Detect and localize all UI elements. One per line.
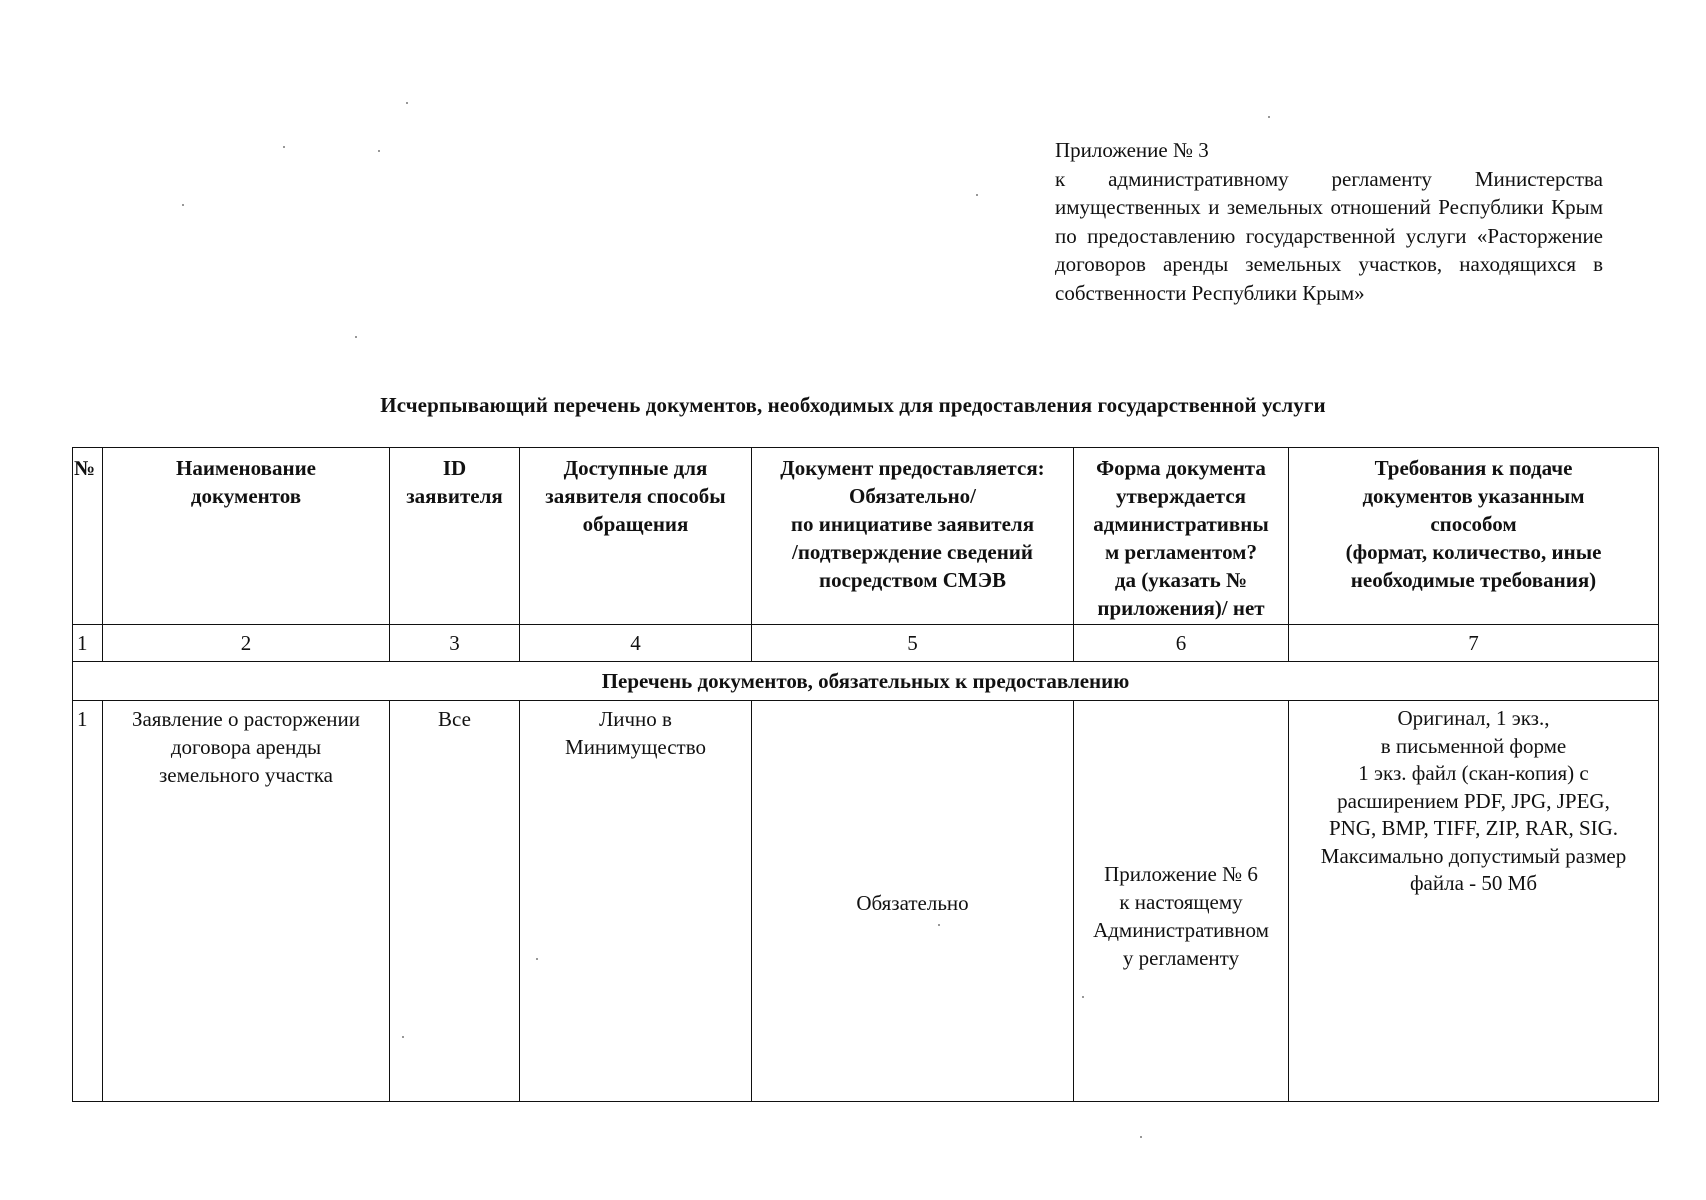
scan-speck [938,924,940,926]
table-row [73,701,1659,1102]
header-id-line: ID [442,456,467,480]
scan-speck [536,958,538,960]
row-requirements-line: 1 экз. файл (скан-копия) с [1358,761,1589,785]
row-provided: Обязательно [752,701,1074,1102]
header-form-line: утверждается [1115,484,1247,508]
column-number: 1 [73,625,103,662]
scan-speck [976,194,978,196]
row-form [1074,701,1289,1102]
column-number: 4 [520,625,752,662]
header-num: № [73,448,103,625]
row-requirements-line: файла - 50 Мб [1409,871,1538,895]
scan-speck [182,204,184,206]
row-form-line: у регламенту [1122,946,1240,970]
column-number: 2 [103,625,390,662]
appendix-text: к административному регламенту Министерства имущественных и земельных отношений Республики Крым по предоставлению государственной услуги «Расторжение договоров аренды земельных участков, находящихся в собственности Республики Крым» [1055,166,1603,305]
header-requirements-line: документов указанным [1362,484,1585,508]
header-form-line: административны [1093,512,1269,536]
header-provided-line: Обязательно/ [848,484,977,508]
header-requirements [1289,448,1659,625]
documents-table [72,447,1659,1102]
row-requirements-line: Оригинал, 1 экз., [1397,706,1550,730]
scan-speck [1082,996,1084,998]
header-form [1074,448,1289,625]
scan-speck [355,336,357,338]
header-provided-line: посредством СМЭВ [819,568,1006,592]
header-requirements-line: Требования к подаче [1374,456,1573,480]
header-name [103,448,390,625]
column-number: 7 [1289,625,1659,662]
row-requirements-line: в письменной форме [1380,733,1567,758]
row-document-name-line: земельного участка [159,763,333,787]
row-methods-line: Минимущество [565,735,706,759]
header-methods [520,448,752,625]
header-name-line: Наименование [176,456,316,480]
row-document-name [103,701,390,1102]
table-header-row [73,448,1659,625]
column-number: 5 [752,625,1074,662]
row-requirements-line: расширением PDF, JPG, JPEG, [1337,788,1610,813]
column-number-row [73,625,1659,662]
header-methods-line: заявителя способы [545,484,726,508]
section-row [73,662,1659,701]
appendix-block [1055,136,1603,307]
header-provided-line: /подтверждение сведений [792,540,1033,564]
scan-speck [378,150,380,152]
header-methods-line: обращения [582,512,689,536]
document-heading: Исчерпывающий перечень документов, необходимых для предоставления государственной услуги [380,393,1326,417]
header-name-line: документов [190,484,302,508]
row-form-line: Административном [1093,918,1269,942]
row-form-line: Приложение № 6 [1104,862,1258,886]
header-requirements-line: способом [1430,512,1517,536]
header-id [390,448,520,625]
column-number: 6 [1074,625,1289,662]
header-provided [752,448,1074,625]
section-title: Перечень документов, обязательных к предоставлению [73,662,1659,701]
row-applicant-id: Все [390,701,520,1102]
column-number: 3 [390,625,520,662]
row-requirements [1289,701,1659,1102]
row-methods [520,701,752,1102]
header-requirements-line: (формат, количество, иные [1345,540,1602,564]
header-form-line: да (указать № [1114,568,1248,592]
row-form-line: к настоящему [1119,890,1243,914]
appendix-title: Приложение № 3 [1055,138,1209,162]
header-form-line: приложения)/ нет [1097,596,1265,620]
scan-speck [283,146,285,148]
row-document-name-line: Заявление о расторжении [131,707,361,731]
scan-speck [1140,1136,1142,1138]
row-requirements-line: Максимально допустимый размер [1320,843,1627,868]
header-form-line: Форма документа [1096,456,1266,480]
header-methods-line: Доступные для [563,456,708,480]
row-methods-line: Лично в [599,707,672,731]
scan-speck [402,1036,404,1038]
scan-speck [406,102,408,104]
header-provided-line: Документ предоставляется: [780,456,1045,480]
row-document-name-line: договора аренды [170,735,322,759]
header-id-line: заявителя [406,484,503,508]
header-form-line: м регламентом? [1105,540,1257,564]
scan-speck [1268,116,1270,118]
header-provided-line: по инициативе заявителя [790,512,1035,536]
header-requirements-line: необходимые требования) [1350,568,1597,592]
row-requirements-line: PNG, BMP, TIFF, ZIP, RAR, SIG. [1328,816,1619,840]
row-number: 1 [73,701,103,1102]
